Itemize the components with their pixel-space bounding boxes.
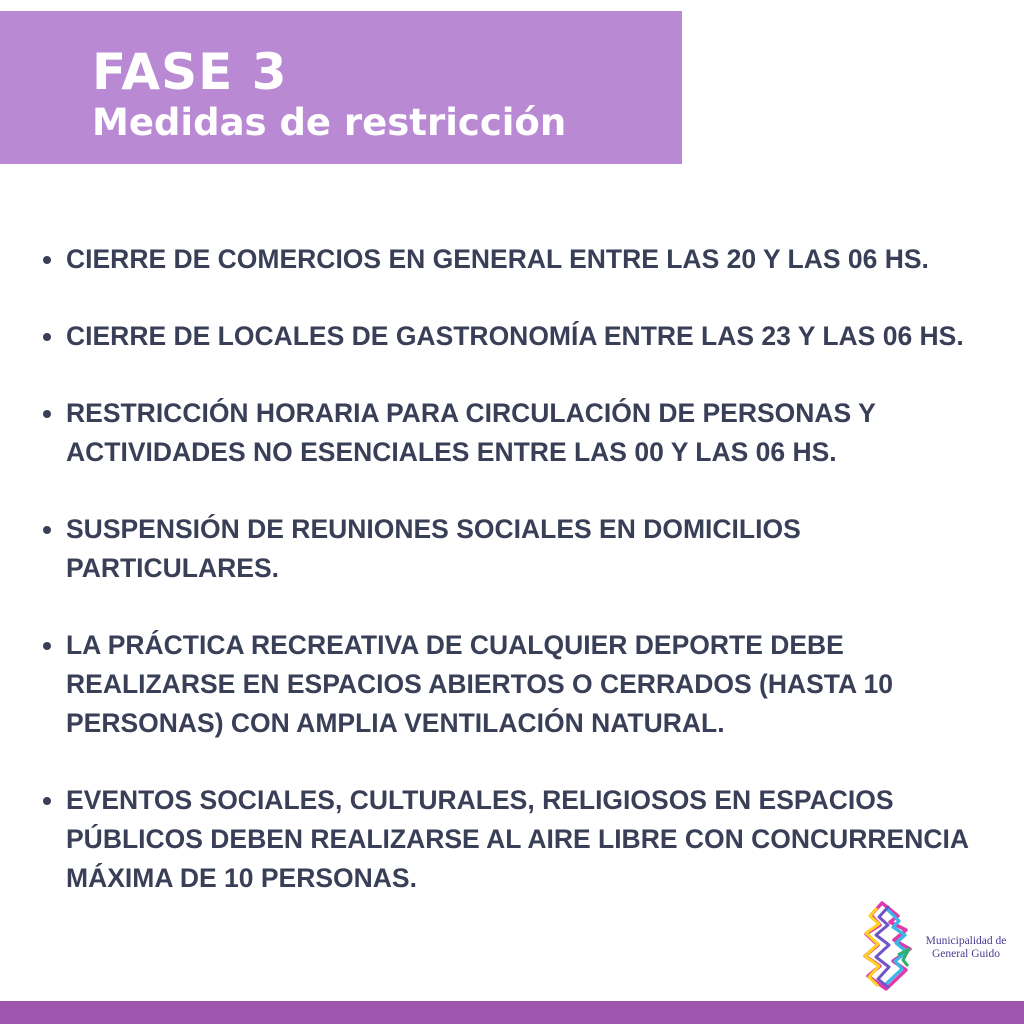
bullet-icon [43,526,51,534]
municipality-name-line1: Municipalidad de [925,935,1007,947]
measure-text: EVENTOS SOCIALES, CULTURALES, RELIGIOSOS EN ESPACIOS PÚBLICOS DEBEN REALIZARSE AL AIRE LIBRE CON CONCURRENCIA MÁXIMA DE 10 PERSONAS. [66,785,969,893]
bullet-icon [43,333,51,341]
measure-item [40,626,970,743]
measure-item [40,394,970,472]
measure-text: CIERRE DE COMERCIOS EN GENERAL ENTRE LAS 20 Y LAS 06 HS. [66,244,929,274]
page-title: FASE 3 [92,43,288,101]
measure-item [40,510,970,588]
municipality-name-line2: General Guido [931,948,1001,960]
measure-text: SUSPENSIÓN DE REUNIONES SOCIALES EN DOMICILIOS PARTICULARES. [66,514,801,583]
bullet-icon [43,642,51,650]
measure-text: LA PRÁCTICA RECREATIVA DE CUALQUIER DEPORTE DEBE REALIZARSE EN ESPACIOS ABIERTOS O CERRADOS (HASTA 10 PERSONAS) CON AMPLIA VENTILACIÓN NATURAL. [66,630,893,738]
measure-text: RESTRICCIÓN HORARIA PARA CIRCULACIÓN DE PERSONAS Y ACTIVIDADES NO ESENCIALES ENTRE LAS 00 Y LAS 06 HS. [66,398,876,467]
bullet-icon [43,797,51,805]
general-guido-logo-icon [858,900,920,992]
measure-text: CIERRE DE LOCALES DE GASTRONOMÍA ENTRE LAS 23 Y LAS 06 HS. [66,321,964,351]
page-subtitle: Medidas de restricción [92,101,567,144]
restriction-measures-list [40,240,970,936]
bullet-icon [43,410,51,418]
bullet-icon [43,256,51,264]
bottom-band [0,1001,1024,1024]
municipality-name [916,935,1016,961]
measure-item [40,240,970,279]
measure-item [40,781,970,898]
municipality-logo [858,900,1018,992]
header-band [0,11,682,164]
measure-item [40,317,970,356]
